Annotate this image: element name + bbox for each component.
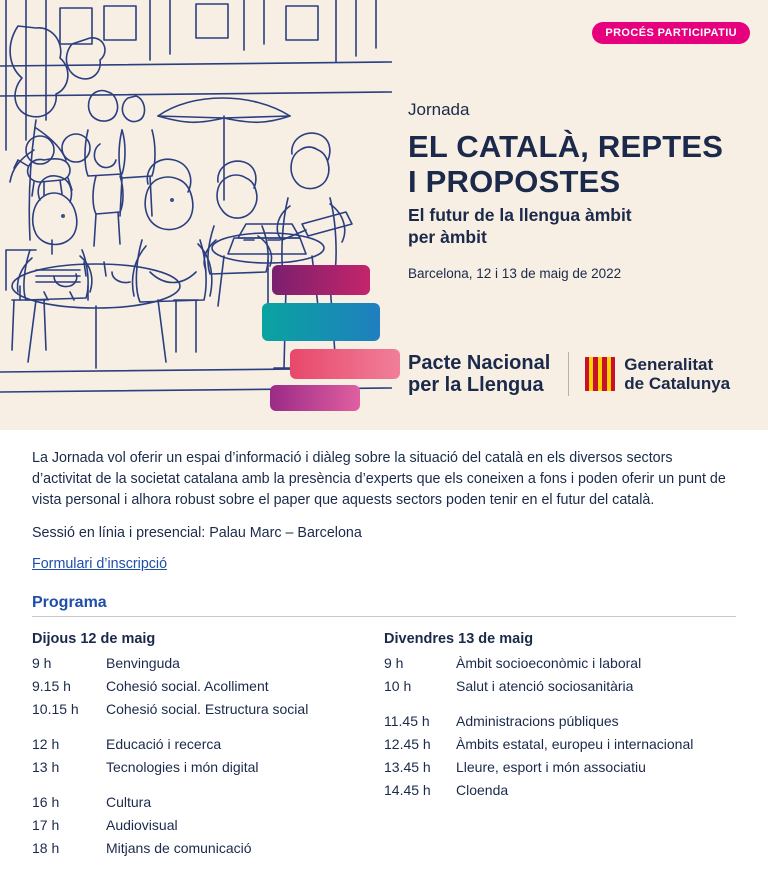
schedule-time: 18 h	[32, 840, 60, 857]
page-subtitle-line-2: per àmbit	[408, 226, 487, 247]
schedule-time: 10.15 h	[32, 701, 79, 718]
schedule-desc: Cloenda	[456, 782, 509, 799]
schedule-row	[384, 714, 736, 728]
generalitat-line-2: de Catalunya	[624, 374, 731, 394]
programa-column-day-1	[32, 631, 384, 864]
schedule-desc: Cultura	[106, 794, 152, 811]
page-title	[408, 130, 758, 199]
schedule-desc: Mitjans de comunicació	[106, 840, 252, 857]
venue-line: Sessió en línia i presencial: Palau Marc – Barcelona	[32, 525, 362, 542]
schedule-time: 10 h	[384, 678, 412, 695]
schedule-row	[32, 795, 384, 809]
day-2-title: Divendres 13 de maig	[384, 631, 534, 648]
content-area	[0, 430, 768, 864]
schedule-row	[32, 737, 384, 751]
schedule-row	[384, 783, 736, 797]
pacte-logo-line-2: per la Llengua	[408, 374, 544, 397]
schedule-desc: Cohesió social. Acolliment	[106, 678, 269, 695]
generalitat-logo-text	[624, 355, 730, 394]
schedule-desc: Administracions públiques	[456, 713, 619, 730]
schedule-time: 12.45 h	[384, 736, 431, 753]
logo-divider	[568, 352, 569, 396]
schedule-desc: Àmbits estatal, europeu i internacional	[456, 736, 694, 753]
schedule-desc: Àmbit socioeconòmic i laboral	[456, 655, 642, 672]
page-subtitle-line-1: El futur de la llengua àmbit	[408, 205, 632, 226]
logo-row	[408, 352, 730, 397]
day-1-rows	[32, 656, 384, 855]
status-badge: PROCÉS PARTICIPATIU	[592, 22, 750, 44]
color-block-purple	[270, 385, 360, 411]
intro-paragraph: La Jornada vol oferir un espai d’informació i diàleg sobre la situació del català en els diversos sectors d’activitat de la societat catalana amb la presència d’experts que els coneixen a fons i poden oferir un punt de vista personal i alhora robust sobre el paper que aquests sectors poden tenir en el futur del català.	[32, 450, 726, 509]
schedule-row	[384, 656, 736, 670]
pacte-nacional-logo	[408, 352, 550, 397]
schedule-time: 13 h	[32, 759, 60, 776]
generalitat-logo	[585, 355, 730, 394]
day-2-rows	[384, 656, 736, 797]
programa-column-day-2	[384, 631, 736, 864]
schedule-gap	[32, 783, 384, 795]
schedule-time: 9.15 h	[32, 678, 71, 695]
schedule-desc: Cohesió social. Estructura social	[106, 701, 309, 718]
schedule-desc: Educació i recerca	[106, 736, 222, 753]
hero-banner	[0, 0, 768, 430]
schedule-time: 13.45 h	[384, 759, 431, 776]
schedule-row	[32, 841, 384, 855]
schedule-time: 16 h	[32, 794, 60, 811]
color-block-teal	[262, 303, 380, 341]
programa-columns	[32, 631, 736, 864]
schedule-desc: Audiovisual	[106, 817, 178, 834]
event-dateline: Barcelona, 12 i 13 de maig de 2022	[408, 266, 622, 282]
event-kicker: Jornada	[408, 100, 470, 119]
schedule-desc: Tecnologies i món digital	[106, 759, 259, 776]
color-block-coral	[290, 349, 400, 379]
schedule-row	[32, 702, 384, 716]
decorative-color-blocks	[262, 265, 402, 415]
schedule-row	[32, 656, 384, 670]
page-title-line-1: EL CATALÀ, REPTES	[408, 129, 724, 164]
schedule-desc: Salut i atenció sociosanitària	[456, 678, 634, 695]
generalitat-line-1: Generalitat	[624, 354, 714, 374]
schedule-time: 9 h	[384, 655, 404, 672]
schedule-row	[384, 737, 736, 751]
programa-heading: Programa	[32, 594, 107, 612]
generalitat-shield-icon	[585, 357, 615, 391]
schedule-time: 17 h	[32, 817, 60, 834]
schedule-desc: Lleure, esport i món associatiu	[456, 759, 646, 776]
page-title-line-2: I PROPOSTES	[408, 163, 621, 199]
hero-text-block	[408, 100, 758, 281]
schedule-row	[32, 760, 384, 774]
schedule-time: 9 h	[32, 655, 52, 672]
page-subtitle	[408, 205, 758, 248]
day-1-title: Dijous 12 de maig	[32, 631, 156, 648]
schedule-row	[32, 679, 384, 693]
pacte-logo-line-1: Pacte Nacional	[408, 352, 551, 374]
schedule-time: 14.45 h	[384, 782, 431, 799]
schedule-time: 11.45 h	[384, 713, 430, 730]
programa-divider	[32, 616, 736, 617]
schedule-row	[384, 679, 736, 693]
schedule-desc: Benvinguda	[106, 655, 180, 672]
color-block-magenta	[272, 265, 370, 295]
registration-form-link[interactable]: Formulari d’inscripció	[32, 556, 168, 573]
schedule-row	[32, 818, 384, 832]
schedule-row	[384, 760, 736, 774]
schedule-time: 12 h	[32, 736, 60, 753]
